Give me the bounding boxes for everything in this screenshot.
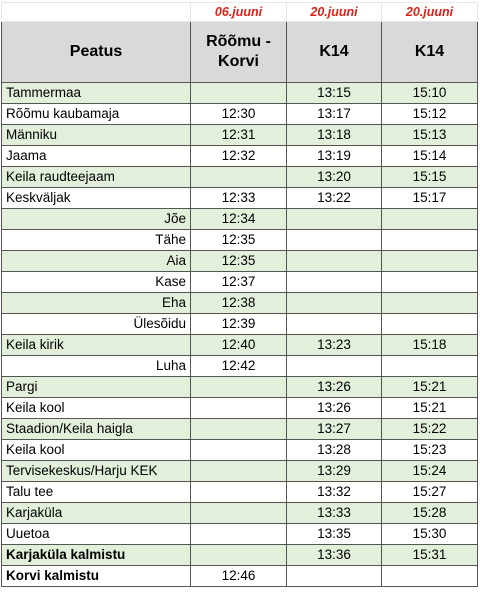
time-cell: 15:22 bbox=[382, 419, 478, 440]
time-cell: 13:32 bbox=[287, 482, 382, 503]
table-row bbox=[2, 230, 478, 251]
date-cell-empty bbox=[2, 3, 191, 22]
stop-name-cell: Tervisekeskus/Harju KEK bbox=[2, 461, 191, 482]
time-cell: 12:34 bbox=[191, 209, 287, 230]
table-row bbox=[2, 440, 478, 461]
table-row bbox=[2, 356, 478, 377]
time-cell: 13:27 bbox=[287, 419, 382, 440]
stop-name-cell: Keila kool bbox=[2, 440, 191, 461]
stop-name-cell: Keskväljak bbox=[2, 188, 191, 209]
time-cell: 13:26 bbox=[287, 377, 382, 398]
stop-name-cell: Rõõmu kaubamaja bbox=[2, 104, 191, 125]
date-row bbox=[2, 3, 478, 22]
time-cell: 15:31 bbox=[382, 545, 478, 566]
stop-name-cell: Keila raudteejaam bbox=[2, 167, 191, 188]
date-cell: 06.juuni bbox=[191, 3, 287, 22]
time-cell bbox=[287, 314, 382, 335]
stop-name-cell: Keila kirik bbox=[2, 335, 191, 356]
table-row bbox=[2, 167, 478, 188]
table-row bbox=[2, 398, 478, 419]
time-cell bbox=[191, 398, 287, 419]
time-cell bbox=[382, 293, 478, 314]
time-cell bbox=[382, 209, 478, 230]
time-cell bbox=[382, 230, 478, 251]
date-cell: 20.juuni bbox=[382, 3, 478, 22]
time-cell: 12:40 bbox=[191, 335, 287, 356]
time-cell bbox=[287, 356, 382, 377]
time-cell bbox=[287, 272, 382, 293]
stop-name-cell: Luha bbox=[2, 356, 191, 377]
time-cell bbox=[287, 566, 382, 587]
table-row bbox=[2, 419, 478, 440]
time-cell bbox=[287, 251, 382, 272]
time-cell: 13:26 bbox=[287, 398, 382, 419]
time-cell: 13:15 bbox=[287, 83, 382, 104]
time-cell bbox=[287, 293, 382, 314]
time-cell bbox=[382, 272, 478, 293]
stop-name-cell: Jaama bbox=[2, 146, 191, 167]
time-cell: 12:39 bbox=[191, 314, 287, 335]
header-route: K14 bbox=[287, 22, 382, 83]
stop-name-cell: Tähe bbox=[2, 230, 191, 251]
table-row bbox=[2, 335, 478, 356]
header-route: Rõõmu - Korvi bbox=[191, 22, 287, 83]
time-cell: 13:19 bbox=[287, 146, 382, 167]
stop-name-cell: Tammermaa bbox=[2, 83, 191, 104]
time-cell bbox=[382, 314, 478, 335]
table-row bbox=[2, 377, 478, 398]
stop-name-cell: Männiku bbox=[2, 125, 191, 146]
time-cell: 12:30 bbox=[191, 104, 287, 125]
stop-name-cell: Staadion/Keila haigla bbox=[2, 419, 191, 440]
stop-name-cell: Uuetoa bbox=[2, 524, 191, 545]
header-route: K14 bbox=[382, 22, 478, 83]
time-cell: 15:24 bbox=[382, 461, 478, 482]
time-cell: 15:13 bbox=[382, 125, 478, 146]
time-cell bbox=[191, 545, 287, 566]
table-row bbox=[2, 83, 478, 104]
table-row bbox=[2, 461, 478, 482]
time-cell bbox=[191, 83, 287, 104]
time-cell bbox=[191, 461, 287, 482]
time-cell bbox=[191, 419, 287, 440]
table-row bbox=[2, 209, 478, 230]
time-cell: 15:10 bbox=[382, 83, 478, 104]
time-cell bbox=[287, 230, 382, 251]
time-cell bbox=[191, 524, 287, 545]
stop-name-cell: Eha bbox=[2, 293, 191, 314]
stop-name-cell: Talu tee bbox=[2, 482, 191, 503]
time-cell bbox=[382, 356, 478, 377]
time-cell: 13:22 bbox=[287, 188, 382, 209]
stop-name-cell: Kase bbox=[2, 272, 191, 293]
table-row bbox=[2, 125, 478, 146]
time-cell: 15:21 bbox=[382, 377, 478, 398]
table-row bbox=[2, 188, 478, 209]
time-cell bbox=[382, 251, 478, 272]
stop-name-cell: Korvi kalmistu bbox=[2, 566, 191, 587]
time-cell bbox=[382, 566, 478, 587]
time-cell: 13:29 bbox=[287, 461, 382, 482]
time-cell: 15:30 bbox=[382, 524, 478, 545]
table-row bbox=[2, 503, 478, 524]
table-row bbox=[2, 146, 478, 167]
stop-name-cell: Aia bbox=[2, 251, 191, 272]
timetable bbox=[1, 2, 478, 587]
time-cell: 12:35 bbox=[191, 230, 287, 251]
time-cell: 12:35 bbox=[191, 251, 287, 272]
time-cell: 12:37 bbox=[191, 272, 287, 293]
time-cell: 15:23 bbox=[382, 440, 478, 461]
time-cell: 13:23 bbox=[287, 335, 382, 356]
time-cell: 13:28 bbox=[287, 440, 382, 461]
table-row bbox=[2, 566, 478, 587]
time-cell: 13:35 bbox=[287, 524, 382, 545]
time-cell bbox=[191, 482, 287, 503]
time-cell bbox=[287, 209, 382, 230]
time-cell: 12:33 bbox=[191, 188, 287, 209]
time-cell: 15:14 bbox=[382, 146, 478, 167]
header-stop: Peatus bbox=[2, 22, 191, 83]
time-cell: 15:12 bbox=[382, 104, 478, 125]
time-cell bbox=[191, 167, 287, 188]
time-cell bbox=[191, 440, 287, 461]
table-row bbox=[2, 524, 478, 545]
time-cell: 12:31 bbox=[191, 125, 287, 146]
table-row bbox=[2, 545, 478, 566]
table-row bbox=[2, 104, 478, 125]
stop-name-cell: Ülesõidu bbox=[2, 314, 191, 335]
date-cell: 20.juuni bbox=[287, 3, 382, 22]
time-cell: 13:18 bbox=[287, 125, 382, 146]
time-cell: 12:38 bbox=[191, 293, 287, 314]
time-cell: 15:28 bbox=[382, 503, 478, 524]
time-cell: 15:18 bbox=[382, 335, 478, 356]
time-cell: 15:17 bbox=[382, 188, 478, 209]
time-cell: 15:27 bbox=[382, 482, 478, 503]
table-row bbox=[2, 293, 478, 314]
table-row bbox=[2, 272, 478, 293]
time-cell: 13:36 bbox=[287, 545, 382, 566]
stop-name-cell: Pargi bbox=[2, 377, 191, 398]
time-cell bbox=[191, 377, 287, 398]
stop-name-cell: Jõe bbox=[2, 209, 191, 230]
time-cell: 13:33 bbox=[287, 503, 382, 524]
time-cell: 12:46 bbox=[191, 566, 287, 587]
stop-name-cell: Keila kool bbox=[2, 398, 191, 419]
table-row bbox=[2, 482, 478, 503]
time-cell: 15:15 bbox=[382, 167, 478, 188]
stop-name-cell: Karjaküla bbox=[2, 503, 191, 524]
time-cell: 12:32 bbox=[191, 146, 287, 167]
time-cell: 12:42 bbox=[191, 356, 287, 377]
header-row bbox=[2, 22, 478, 83]
time-cell: 15:21 bbox=[382, 398, 478, 419]
time-cell: 13:20 bbox=[287, 167, 382, 188]
stop-name-cell: Karjaküla kalmistu bbox=[2, 545, 191, 566]
table-row bbox=[2, 251, 478, 272]
time-cell: 13:17 bbox=[287, 104, 382, 125]
table-row bbox=[2, 314, 478, 335]
time-cell bbox=[191, 503, 287, 524]
